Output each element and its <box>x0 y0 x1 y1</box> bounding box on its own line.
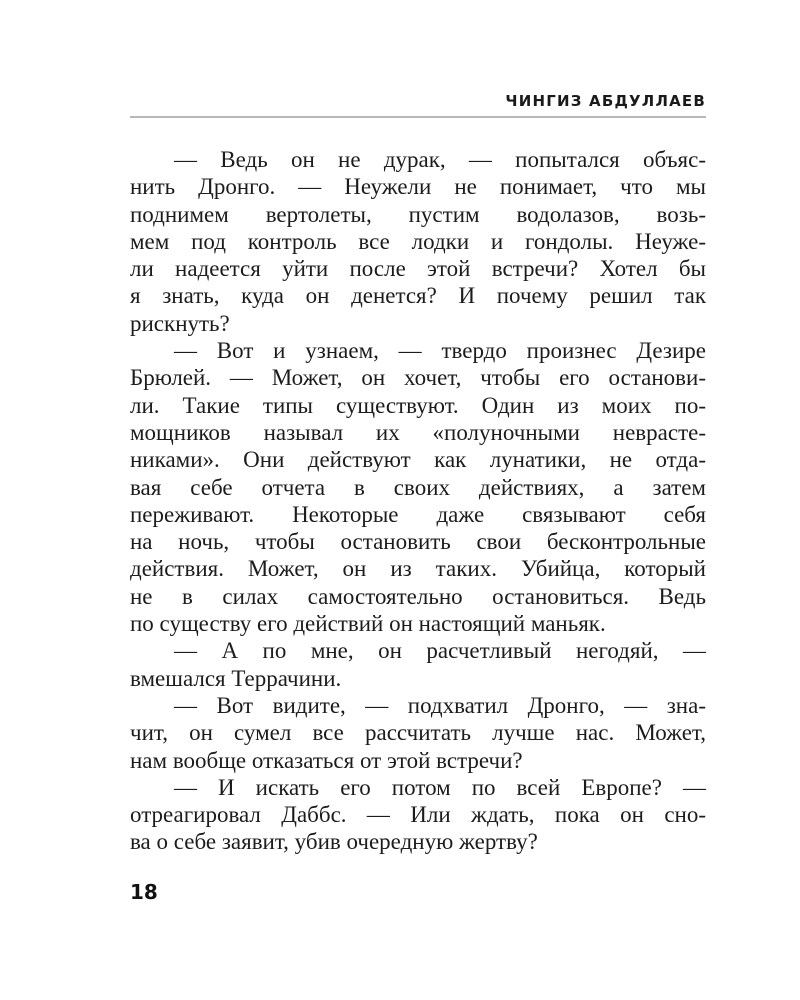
text-line: мощников называл их «полуночными неврасте- <box>130 419 706 445</box>
text-line: — Вот видите, — подхватил Дронго, — зна- <box>174 692 706 718</box>
text-line: нам вообще отказаться от этой встречи? <box>130 747 523 773</box>
text-line: никами». Они действуют как лунатики, не отда- <box>130 447 706 473</box>
page-number: 18 <box>130 880 158 904</box>
text-line: вмешался Террачини. <box>130 665 342 691</box>
text-line: — Ведь он не дурак, — попытался объяс- <box>174 147 706 172</box>
text-line: ли. Такие типы существуют. Один из моих по- <box>130 392 706 418</box>
text-line: — Вот и узнаем, — твердо произнес Дезире <box>174 338 706 364</box>
text-line: ли надеется уйти после этой встречи? Хотел бы <box>130 256 706 282</box>
text-line: мем под контроль все лодки и гондолы. Неуже- <box>130 228 706 254</box>
text-line: ва о себе заявит, убив очередную жертву? <box>130 829 538 855</box>
text-line: отреагировал Даббс. — Или ждать, пока он сно- <box>130 802 706 828</box>
text-line: я знать, куда он денется? И почему решил так <box>130 283 706 309</box>
text-line: вая себе отчета в своих действиях, а затем <box>130 474 706 500</box>
text-line: не в силах самостоятельно остановиться. Ведь <box>130 583 706 609</box>
text-line: поднимем вертолеты, пустим водолазов, возь- <box>130 201 706 227</box>
running-header-author: ЧИНГИЗ АБДУЛЛАЕВ <box>505 92 706 110</box>
text-line: — А по мне, он расчетливый негодяй, — <box>174 638 706 664</box>
text-line: чит, он сумел все рассчитать лучше нас. Может, <box>130 720 706 746</box>
body-text <box>130 146 706 856</box>
text-line: переживают. Некоторые даже связывают себя <box>130 501 706 527</box>
text-line: Брюлей. — Может, он хочет, чтобы его останови- <box>130 365 706 391</box>
text-line: рискнуть? <box>130 310 230 336</box>
text-line: — И искать его потом по всей Европе? — <box>174 774 706 800</box>
text-line: действия. Может, он из таких. Убийца, который <box>130 556 706 582</box>
text-line: нить Дронго. — Неужели не понимает, что мы <box>130 174 706 200</box>
header-rule <box>130 116 706 118</box>
text-line: по существу его действий он настоящий маньяк. <box>130 611 606 637</box>
text-line: на ночь, чтобы остановить свои бесконтрольные <box>130 529 706 555</box>
